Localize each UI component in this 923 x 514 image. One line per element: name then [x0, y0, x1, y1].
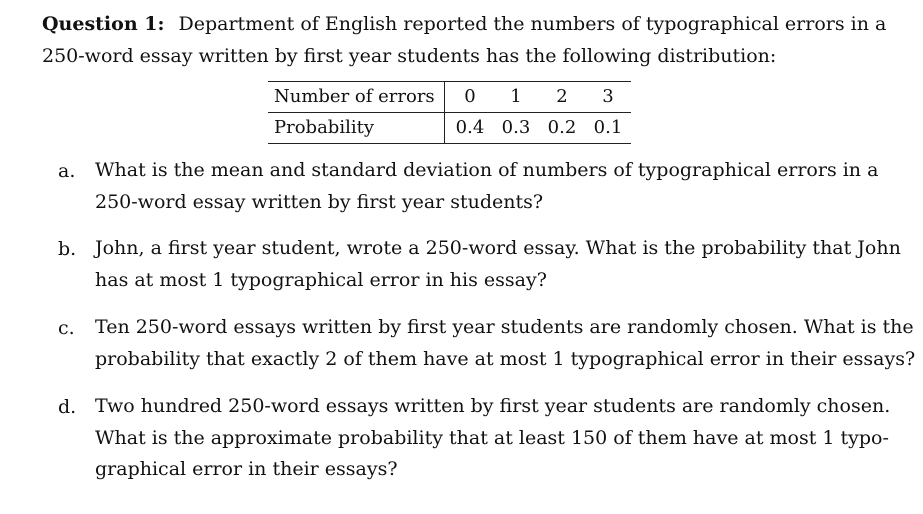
- item-d-line-3: graphical error in their essays?: [95, 458, 398, 480]
- item-c-text: [95, 312, 916, 375]
- probability-cell: 0.4: [445, 113, 494, 144]
- table-row-errors: [268, 82, 631, 113]
- item-letter-b: b.: [58, 238, 77, 260]
- item-b-text: [95, 233, 901, 296]
- question-intro-text-1: Department of English reported the numbers of typographical errors in a: [178, 13, 887, 35]
- probability-cell: 0.1: [585, 113, 631, 144]
- item-a-line-2: 250-word essay written by first year students?: [95, 190, 544, 213]
- errors-cell: 2: [539, 82, 585, 113]
- item-letter-d: d.: [58, 396, 77, 418]
- question-intro-line-1: [42, 12, 886, 36]
- errors-cell: 0: [445, 82, 494, 113]
- item-c-line-1: Ten 250-word essays written by first year students are randomly chosen. What is the: [95, 316, 914, 338]
- item-letter-c: c.: [58, 317, 75, 339]
- probability-cell: 0.3: [493, 113, 539, 144]
- item-d-line-1: Two hundred 250-word essays written by first year students are randomly chosen.: [95, 395, 891, 417]
- row-header-probability: Probability: [268, 113, 445, 144]
- item-d-line-2: What is the approximate probability that at least 150 of them have at most 1 typo-: [95, 426, 889, 449]
- item-c-line-2: probability that exactly 2 of them have at most 1 typographical error in their essays?: [95, 347, 916, 370]
- errors-cell: 3: [585, 82, 631, 113]
- probability-cell: 0.2: [539, 113, 585, 144]
- item-a-text: [95, 155, 879, 218]
- item-a-line-1: What is the mean and standard deviation of numbers of typographical errors in a: [95, 159, 879, 181]
- item-d-text: [95, 391, 891, 486]
- item-b-line-1: John, a first year student, wrote a 250-word essay. What is the probability that John: [95, 237, 901, 259]
- item-b-line-2: has at most 1 typographical error in his essay?: [95, 268, 547, 291]
- question-label: Question 1:: [42, 13, 165, 35]
- question-intro-line-2: 250-word essay written by first year students has the following distribution:: [42, 45, 777, 67]
- item-letter-a: a.: [58, 160, 76, 182]
- row-header-errors: Number of errors: [268, 82, 445, 113]
- table-row-probability: [268, 113, 631, 144]
- errors-cell: 1: [493, 82, 539, 113]
- distribution-table: [268, 81, 631, 144]
